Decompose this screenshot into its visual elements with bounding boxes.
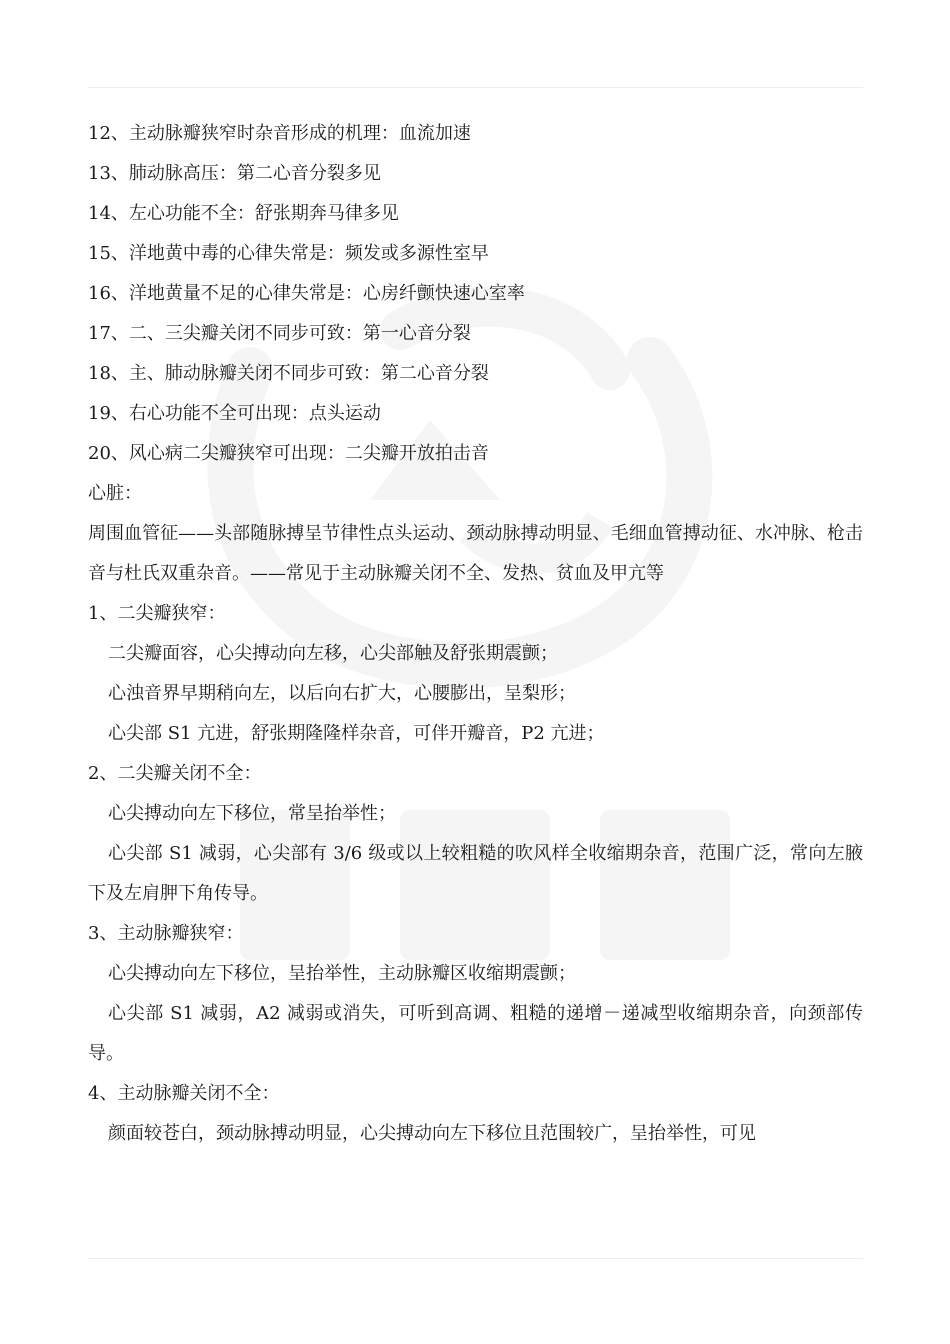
ar-line-1: 颜面较苍白，颈动脉搏动明显，心尖搏动向左下移位且范围较广，呈抬举性，可见 [108,1123,756,1144]
mr-line-1: 心尖搏动向左下移位，常呈抬举性； [108,803,396,824]
as-title: 3、主动脉瓣狭窄： [88,923,244,944]
ms-line-3: 心尖部 S1 亢进，舒张期隆隆样杂音，可伴开瓣音，P2 亢进； [108,723,605,744]
document-body [88,114,863,1154]
header-rule [88,87,863,88]
fact-12: 12、主动脉瓣狭窄时杂音形成的机理：血流加速 [88,123,471,144]
fact-17: 17、二、三尖瓣关闭不同步可致：第一心音分裂 [88,323,471,344]
ar-title: 4、主动脉瓣关闭不全： [88,1083,280,1104]
mr-line-2: 心尖部 S1 减弱，心尖部有 3/6 级或以上较粗糙的吹风样全收缩期杂音，范围广泛，常向左腋下及左肩胛下角传导。 [88,843,863,904]
fact-19: 19、右心功能不全可出现：点头运动 [88,403,381,424]
as-line-1: 心尖搏动向左下移位，呈抬举性，主动脉瓣区收缩期震颤； [108,963,576,984]
fact-14: 14、左心功能不全：舒张期奔马律多见 [88,203,399,224]
footer-rule [88,1258,863,1259]
fact-13: 13、肺动脉高压：第二心音分裂多见 [88,163,381,184]
mr-title: 2、二尖瓣关闭不全： [88,763,262,784]
ms-title: 1、二尖瓣狭窄： [88,603,226,624]
fact-16: 16、洋地黄量不足的心律失常是：心房纤颤快速心室率 [88,283,525,304]
ms-line-1: 二尖瓣面容，心尖搏动向左移，心尖部触及舒张期震颤； [108,643,558,664]
fact-15: 15、洋地黄中毒的心律失常是：频发或多源性室早 [88,243,489,264]
as-line-2: 心尖部 S1 减弱，A2 减弱或消失，可听到高调、粗糙的递增－递减型收缩期杂音，向颈部传导。 [88,1003,863,1064]
ms-line-2: 心浊音界早期稍向左，以后向右扩大，心腰膨出，呈梨形； [108,683,576,704]
fact-20: 20、风心病二尖瓣狭窄可出现：二尖瓣开放拍击音 [88,443,489,464]
heart-heading: 心脏： [88,483,142,504]
fact-18: 18、主、肺动脉瓣关闭不同步可致：第二心音分裂 [88,363,489,384]
peripheral-vascular-signs: 周围血管征——头部随脉搏呈节律性点头运动、颈动脉搏动明显、毛细血管搏动征、水冲脉、枪击音与杜氏双重杂音。——常见于主动脉瓣关闭不全、发热、贫血及甲亢等 [88,523,863,584]
